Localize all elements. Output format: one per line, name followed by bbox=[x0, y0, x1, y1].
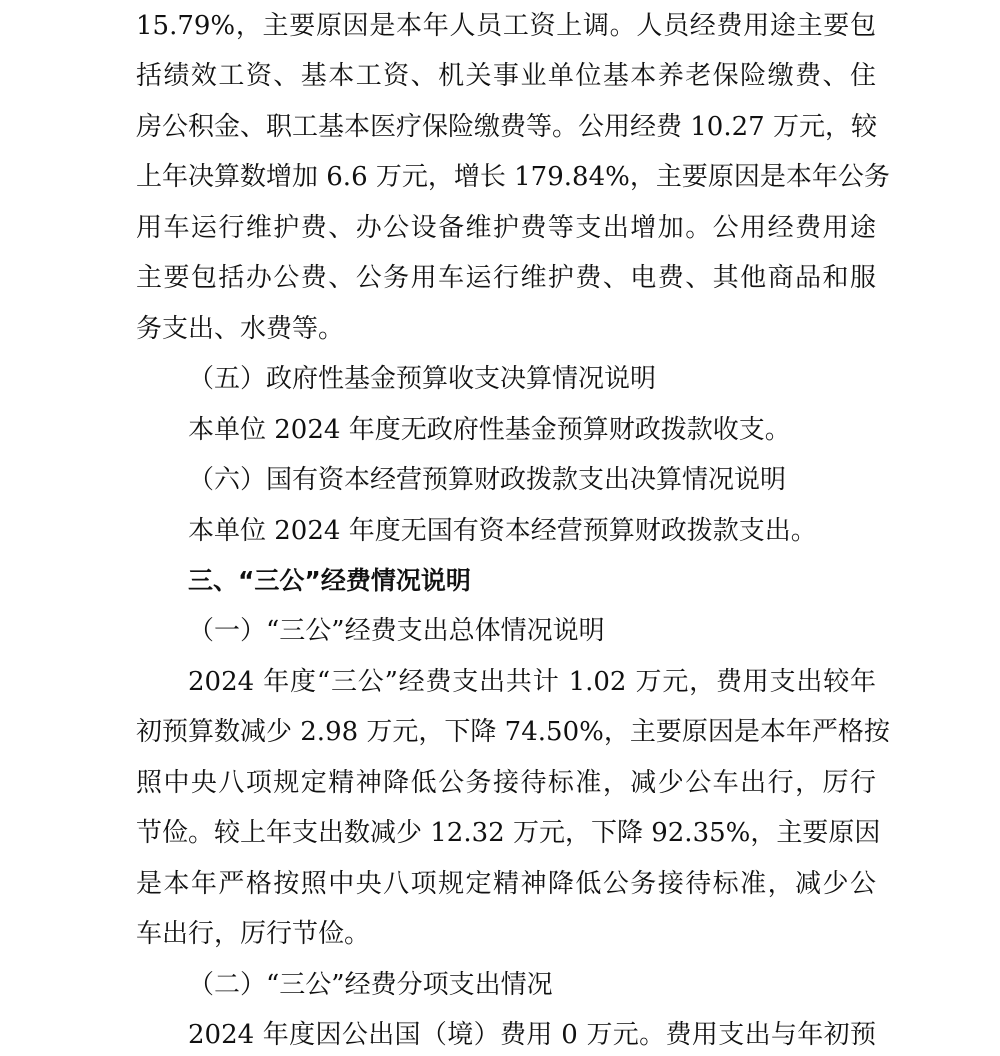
paragraph-line: 房公积金、职工基本医疗保险缴费等。公用经费 10.27 万元，较 bbox=[136, 112, 877, 142]
paragraph-line: 2024 年度因公出国（境）费用 0 万元。费用支出与年初预 bbox=[188, 1020, 876, 1050]
paragraph-line: 主要包括办公费、公务用车运行维护费、电费、其他商品和服 bbox=[136, 263, 876, 293]
paragraph-line: 15.79%，主要原因是本年人员工资上调。人员经费用途主要包 bbox=[136, 11, 876, 41]
paragraph-line: 初预算数减少 2.98 万元，下降 74.50%，主要原因是本年严格按 bbox=[136, 717, 890, 747]
paragraph-line: 车出行，厉行节俭。 bbox=[136, 919, 371, 949]
paragraph-line: 是本年严格按照中央八项规定精神降低公务接待标准，减少公 bbox=[136, 869, 876, 899]
paragraph-line: 本单位 2024 年度无国有资本经营预算财政拨款支出。 bbox=[188, 516, 817, 546]
section-heading-six: （六）国有资本经营预算财政拨款支出决算情况说明 bbox=[188, 465, 787, 495]
section-heading-one: （一）“三公”经费支出总体情况说明 bbox=[188, 616, 605, 646]
paragraph-line: 务支出、水费等。 bbox=[136, 314, 345, 344]
paragraph-line: 照中央八项规定精神降低公务接待标准，减少公车出行，厉行 bbox=[136, 768, 876, 798]
paragraph-line: 上年决算数增加 6.6 万元，增长 179.84%，主要原因是本年公务 bbox=[136, 162, 890, 192]
section-heading-two: （二）“三公”经费分项支出情况 bbox=[188, 970, 553, 1000]
paragraph-line: 本单位 2024 年度无政府性基金预算财政拨款收支。 bbox=[188, 415, 791, 445]
paragraph-line: 节俭。较上年支出数减少 12.32 万元，下降 92.35%，主要原因 bbox=[136, 818, 881, 848]
chapter-heading-three: 三、“三公”经费情况说明 bbox=[188, 566, 471, 595]
paragraph-line: 2024 年度“三公”经费支出共计 1.02 万元，费用支出较年 bbox=[188, 667, 876, 697]
paragraph-line: 用车运行维护费、办公设备维护费等支出增加。公用经费用途 bbox=[136, 213, 876, 243]
section-heading-five: （五）政府性基金预算收支决算情况说明 bbox=[188, 364, 657, 394]
paragraph-line: 括绩效工资、基本工资、机关事业单位基本养老保险缴费、住 bbox=[136, 61, 876, 91]
